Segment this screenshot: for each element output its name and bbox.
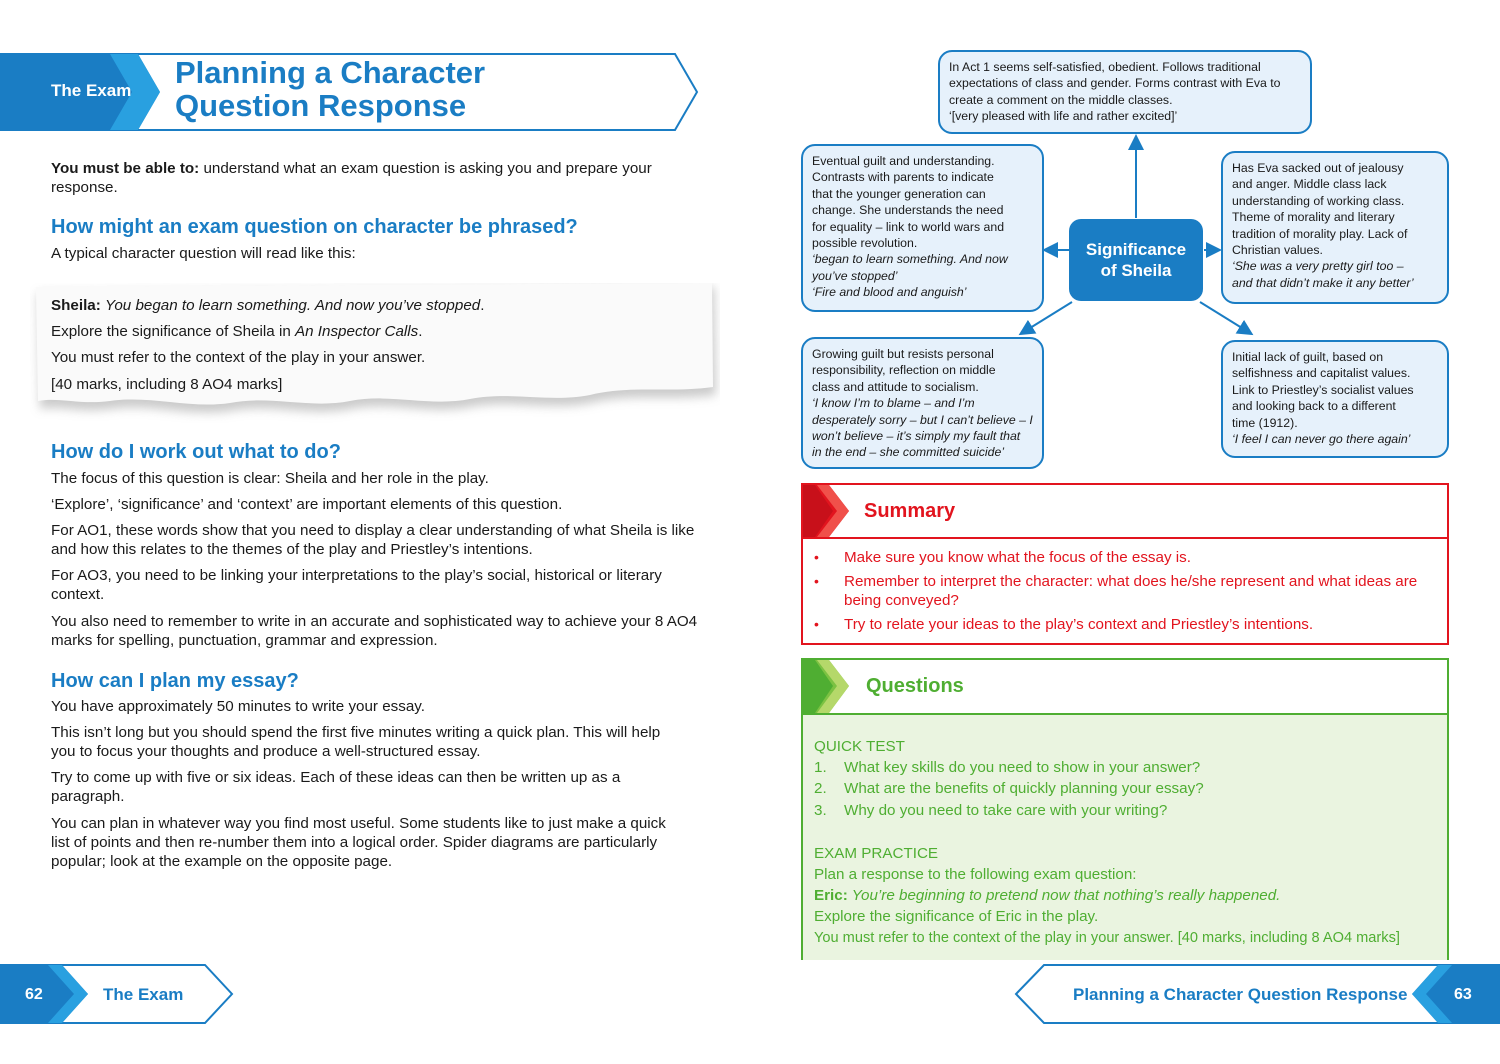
heading-plan: How can I plan my essay? [51,670,299,692]
bubble-ur-quote2: and that didn’t make it any better’ [1232,275,1414,290]
bubble-lr-line3: Link to Priestley’s socialist values [1232,382,1414,397]
section-tag: The Exam [51,81,132,100]
bubble-ur-line3: understanding of working class. [1232,193,1405,208]
center-line1: Significance [1085,240,1187,259]
plan-p3: Try to come up with five or six ideas. Each of these ideas can then be written up as a paragraph. [51,769,621,805]
summary-title: Summary [864,500,956,522]
bubble-ll-quote2: desperately sorry – but I can’t believe – I [812,412,1033,427]
bubble-ul-line4: change. She understands the need [812,203,1004,218]
bubble-act1 [938,50,1312,134]
summary-bullet-2: • [814,573,819,589]
work-out-p5: You also need to remember to write in an accurate and sophisticated way to achieve your 8 AO4 marks for spelling, punctuation, grammar and expression. [51,613,698,649]
bubble-ul-line5: for equality – link to world wars and [812,219,1005,234]
bubble-lr-quote1: ‘I feel I can never go there again’ [1232,432,1411,447]
footer-right-label: Planning a Character Question Response [1073,985,1408,1004]
summary-bullet-1: • [814,549,819,565]
bubble-ul-line3: that the younger generation can [812,186,986,201]
summary-box [801,483,1449,645]
sample-line-4: [40 marks, including 8 AO4 marks] [51,376,283,393]
bubble-ur-quote1: ‘She was a very pretty girl too – [1232,259,1404,274]
summary-item-1: Make sure you know what the focus of the essay is. [844,549,1191,566]
sample-speaker: Sheila: [51,297,101,314]
questions-title: Questions [866,675,964,697]
sample-line-2 [51,323,422,340]
bubble-growing-guilt [801,337,1044,469]
sample-line-3: You must refer to the context of the play in your answer. [51,349,426,366]
sample-quote-end: . [480,297,485,314]
bubble-ur-line4: Theme of morality and literary [1232,210,1395,225]
quick-test-q3: Why do you need to take care with your writing? [844,802,1168,819]
bubble-ur-line1: Has Eva sacked out of jealousy [1232,161,1404,175]
work-out-p1: The focus of this question is clear: Sheila and her role in the play. [51,470,489,487]
questions-chevron-icon [803,660,851,713]
intro-text: understand what an exam question is asking you and prepare your response. [51,160,652,196]
work-out-p3: For AO1, these words show that you need to display a clear understanding of what Sheila is like and how this relates to the themes of the play and Priestley’s intentions. [51,522,695,558]
summary-item-2: Remember to interpret the character: what does he/she represent and what ideas are being conveyed? [844,573,1418,609]
bubble-lr-line1: Initial lack of guilt, based on [1232,350,1384,364]
footer-left-label: The Exam [103,985,184,1004]
sample-line-2-end: . [418,323,423,340]
bubble-ul-line6: possible revolution. [812,236,918,251]
quick-test-num-3: 3. [814,802,827,819]
sample-play-title: An Inspector Calls [295,323,419,340]
bubble-ul-quote3: ‘Fire and blood and anguish’ [812,285,967,300]
sample-line-1 [51,297,484,314]
bubble-ll-quote4: in the end – she committed suicide’ [812,445,1005,460]
page-title [175,56,655,122]
bubble-ur-line2: and anger. Middle class lack [1232,177,1387,192]
page-title-line1: Planning a Character [175,55,486,90]
heading-phrasing: How might an exam question on character be phrased? [51,216,578,238]
summary-divider [803,537,1447,539]
ep-speaker: Eric: [814,887,848,904]
heading-work-out: How do I work out what to do? [51,441,341,463]
plan-p4: You can plan in whatever way you find most useful. Some students like to just make a quick list of points and then re-number them into a logical order. Spider diagrams are particularly popular; look at the example on the opposite page. [51,815,666,870]
quick-test-q2: What are the benefits of quickly planning your essay? [844,780,1204,797]
bubble-act1-line4: ‘[very pleased with life and rather excited]’ [949,109,1178,124]
bubble-ll-quote1: ‘I know I’m to blame – and I’m [812,396,975,411]
bubble-ur-line5: tradition of morality play. Lack of [1232,226,1408,241]
quick-test-q1: What key skills do you need to show in your answer? [844,759,1201,776]
bubble-lr-line5: time (1912). [1232,415,1298,430]
sample-line-2-text: Explore the significance of Sheila in [51,323,295,340]
spider-center-node [1069,219,1203,301]
work-out-p2: ‘Explore’, ‘significance’ and ‘context’ are important elements of this question. [51,496,563,513]
quick-test-num-1: 1. [814,759,827,776]
bubble-act1-line3: create a comment on the middle classes. [949,92,1173,107]
bubble-ul-line2: Contrasts with parents to indicate [812,170,994,185]
bubble-ul-quote2: you’ve stopped’ [812,268,898,283]
bubble-ur-line6: Christian values. [1232,243,1323,258]
bubble-ll-line3: class and attitude to socialism. [812,379,979,394]
page-number-left: 62 [25,986,43,1003]
bubble-act1-line2: expectations of class and gender. Forms contrast with Eva to [949,76,1281,91]
center-line2: of Sheila [1100,261,1172,280]
bubble-ul-quote1: ‘began to learn something. And now [812,252,1008,267]
bubble-ll-quote3: won’t believe – it’s simply my fault that [812,429,1021,444]
work-out-p4: For AO3, you need to be linking your interpretations to the play’s social, historical or literary context. [51,567,662,603]
bubble-guilt-understanding [801,144,1044,312]
bubble-initial-lack [1221,340,1449,458]
bubble-lr-line2: selfishness and capitalist values. [1232,366,1411,381]
questions-box [801,658,1449,960]
summary-bullet-3: • [814,616,819,632]
bubble-act1-line1: In Act 1 seems self-satisfied, obedient. Follows traditional [949,60,1261,74]
plan-p2: This isn’t long but you should spend the first five minutes writing a quick plan. This will help you to focus your thoughts and produce a well-structured essay. [51,724,661,760]
bubble-lr-line4: and looking back to a different [1232,399,1396,414]
page-number-right: 63 [1454,986,1472,1003]
bubble-ll-line1: Growing guilt but resists personal [812,347,994,361]
summary-item-3: Try to relate your ideas to the play’s context and Priestley’s intentions. [844,616,1314,633]
bubble-ul-line1: Eventual guilt and understanding. [812,154,995,168]
plan-p1: You have approximately 50 minutes to write your essay. [51,698,425,715]
summary-chevron-icon [803,485,851,537]
intro-lead: You must be able to: [51,160,200,177]
page-title-line2: Question Response [175,88,467,123]
exam-practice-line1: Plan a response to the following exam question: [814,866,1137,883]
intro-paragraph [51,159,706,197]
phrasing-text: A typical character question will read like this: [51,245,356,262]
exam-practice-line2 [814,887,1280,904]
quick-test-num-2: 2. [814,780,827,797]
sample-quote: You began to learn something. And now you’ve stopped [105,297,481,314]
bubble-jealousy [1221,151,1449,304]
exam-practice-line4: You must refer to the context of the play in your answer. [40 marks, including 8 AO4 marks] [814,930,1400,946]
exam-practice-label: EXAM PRACTICE [814,845,939,862]
ep-quote: You’re beginning to pretend now that nothing’s really happened. [847,887,1281,904]
quick-test-label: QUICK TEST [814,738,905,755]
bubble-ll-line2: responsibility, reflection on middle [812,363,996,378]
exam-practice-line3: Explore the significance of Eric in the play. [814,908,1099,925]
